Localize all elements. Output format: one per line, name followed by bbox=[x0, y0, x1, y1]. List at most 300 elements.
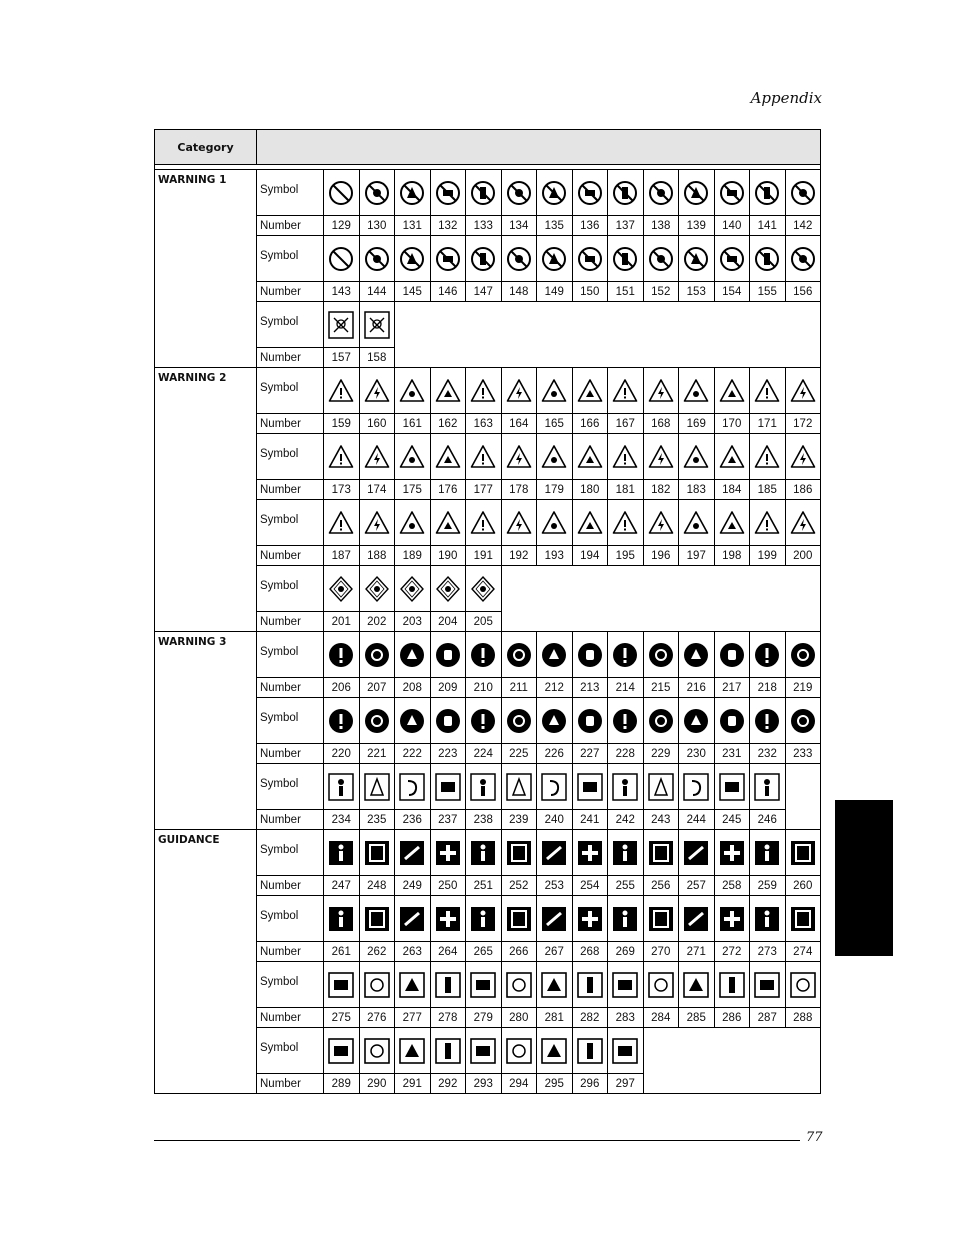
mandatory-sign-icon bbox=[506, 707, 532, 735]
guide-sign-icon bbox=[719, 839, 745, 867]
symbol-cell bbox=[359, 1028, 395, 1074]
symbol-cell bbox=[501, 830, 537, 876]
symbol-number: 169 bbox=[679, 414, 715, 434]
guide-sign-icon bbox=[683, 905, 709, 933]
symbol-cell bbox=[466, 236, 502, 282]
symbol-cell bbox=[466, 896, 502, 942]
symbol-number: 141 bbox=[750, 216, 786, 236]
symbol-number: 135 bbox=[537, 216, 573, 236]
warning-sign-icon bbox=[719, 377, 745, 405]
symbol-cell bbox=[324, 896, 360, 942]
symbol-number: 136 bbox=[572, 216, 608, 236]
warning-sign-icon bbox=[541, 509, 567, 537]
symbol-cell bbox=[359, 434, 395, 480]
symbol-cell bbox=[537, 764, 573, 810]
symbol-cell bbox=[572, 170, 608, 216]
symbol-cell bbox=[785, 170, 821, 216]
warning-sign-icon bbox=[364, 377, 390, 405]
symbol-number: 263 bbox=[395, 942, 431, 962]
mandatory-sign-icon bbox=[683, 707, 709, 735]
symbol-cell bbox=[608, 500, 644, 546]
prohibition-sign-icon bbox=[435, 179, 461, 207]
symbol-number: 281 bbox=[537, 1008, 573, 1028]
symbol-cell bbox=[359, 830, 395, 876]
mandatory-sign-icon bbox=[754, 707, 780, 735]
symbol-number: 177 bbox=[466, 480, 502, 500]
symbol-cell bbox=[537, 1028, 573, 1074]
symbol-number: 200 bbox=[785, 546, 821, 566]
guide-sign-icon bbox=[470, 905, 496, 933]
number-row-label: Number bbox=[257, 612, 324, 632]
warning-sign-icon bbox=[399, 509, 425, 537]
prohibition-sign-icon bbox=[790, 179, 816, 207]
symbol-row-label: Symbol bbox=[257, 764, 324, 810]
symbol-cell bbox=[572, 764, 608, 810]
guide-sign-icon bbox=[435, 839, 461, 867]
symbol-number: 231 bbox=[714, 744, 750, 764]
symbol-cell bbox=[785, 962, 821, 1008]
mandatory-sign-icon bbox=[612, 641, 638, 669]
symbol-number: 233 bbox=[785, 744, 821, 764]
warning-sign-icon bbox=[470, 377, 496, 405]
symbol-number: 243 bbox=[643, 810, 679, 830]
symbol-cell bbox=[608, 236, 644, 282]
symbol-cell bbox=[785, 698, 821, 744]
symbol-cell bbox=[572, 434, 608, 480]
guide-sign-icon bbox=[328, 839, 354, 867]
symbol-cell bbox=[466, 830, 502, 876]
symbol-cell bbox=[501, 764, 537, 810]
symbol-number: 199 bbox=[750, 546, 786, 566]
symbol-number: 179 bbox=[537, 480, 573, 500]
guide-sign-icon bbox=[754, 905, 780, 933]
guide-outline-sign-icon bbox=[577, 1037, 603, 1065]
symbol-cell bbox=[324, 434, 360, 480]
symbol-cell bbox=[537, 368, 573, 414]
symbol-number: 234 bbox=[324, 810, 360, 830]
symbol-number: 217 bbox=[714, 678, 750, 698]
symbol-number: 193 bbox=[537, 546, 573, 566]
symbol-number: 278 bbox=[430, 1008, 466, 1028]
mandatory-sign-icon bbox=[364, 707, 390, 735]
symbol-number: 133 bbox=[466, 216, 502, 236]
symbol-cell bbox=[714, 632, 750, 678]
symbol-cell bbox=[466, 764, 502, 810]
symbol-row-label: Symbol bbox=[257, 566, 324, 612]
warning-sign-icon bbox=[541, 443, 567, 471]
symbol-number: 216 bbox=[679, 678, 715, 698]
guide-sign-icon bbox=[541, 905, 567, 933]
symbol-cell bbox=[572, 830, 608, 876]
outline-sign-icon bbox=[612, 773, 638, 801]
warning-sign-icon bbox=[612, 509, 638, 537]
symbol-number: 147 bbox=[466, 282, 502, 302]
symbol-cell bbox=[679, 830, 715, 876]
symbol-number: 276 bbox=[359, 1008, 395, 1028]
symbol-row-label: Symbol bbox=[257, 962, 324, 1008]
symbol-cell bbox=[359, 698, 395, 744]
guide-sign-icon bbox=[577, 839, 603, 867]
symbol-number: 240 bbox=[537, 810, 573, 830]
symbol-number: 157 bbox=[324, 348, 360, 368]
symbol-cell bbox=[430, 566, 466, 612]
prohibition-sign-icon bbox=[648, 245, 674, 273]
number-row-label: Number bbox=[257, 282, 324, 302]
guide-sign-icon bbox=[399, 839, 425, 867]
symbol-number: 280 bbox=[501, 1008, 537, 1028]
symbol-cell bbox=[466, 170, 502, 216]
symbol-number: 206 bbox=[324, 678, 360, 698]
symbol-number: 161 bbox=[395, 414, 431, 434]
symbol-cell bbox=[785, 632, 821, 678]
running-head: Appendix bbox=[750, 89, 822, 107]
symbol-cell bbox=[785, 434, 821, 480]
warning-sign-icon bbox=[435, 443, 461, 471]
warning-sign-icon bbox=[506, 377, 532, 405]
symbol-number: 131 bbox=[395, 216, 431, 236]
warning-sign-icon bbox=[364, 509, 390, 537]
symbol-number: 167 bbox=[608, 414, 644, 434]
guide-sign-icon bbox=[754, 839, 780, 867]
symbol-number: 235 bbox=[359, 810, 395, 830]
symbol-number: 142 bbox=[785, 216, 821, 236]
prohibition-sign-icon bbox=[612, 179, 638, 207]
symbol-number: 212 bbox=[537, 678, 573, 698]
symbol-cell bbox=[359, 566, 395, 612]
symbol-number: 209 bbox=[430, 678, 466, 698]
symbol-number: 162 bbox=[430, 414, 466, 434]
prohibition-sign-icon bbox=[577, 245, 603, 273]
symbol-number: 232 bbox=[750, 744, 786, 764]
symbol-number: 195 bbox=[608, 546, 644, 566]
symbol-number: 295 bbox=[537, 1074, 573, 1094]
symbol-number: 156 bbox=[785, 282, 821, 302]
symbol-number: 149 bbox=[537, 282, 573, 302]
symbol-cell bbox=[359, 962, 395, 1008]
symbol-number: 146 bbox=[430, 282, 466, 302]
guide-sign-icon bbox=[648, 839, 674, 867]
symbol-cell bbox=[750, 764, 786, 810]
symbol-number: 252 bbox=[501, 876, 537, 896]
symbol-number: 151 bbox=[608, 282, 644, 302]
symbol-number: 145 bbox=[395, 282, 431, 302]
symbol-number: 294 bbox=[501, 1074, 537, 1094]
symbol-row-label: Symbol bbox=[257, 896, 324, 942]
symbol-number: 248 bbox=[359, 876, 395, 896]
symbol-cell bbox=[430, 962, 466, 1008]
symbol-row-label: Symbol bbox=[257, 236, 324, 282]
guide-sign-icon bbox=[470, 839, 496, 867]
symbol-cell bbox=[608, 170, 644, 216]
guide-outline-sign-icon bbox=[541, 971, 567, 999]
prohibition-sign-icon bbox=[506, 245, 532, 273]
symbol-number: 203 bbox=[395, 612, 431, 632]
symbol-row-label: Symbol bbox=[257, 632, 324, 678]
symbol-number: 246 bbox=[750, 810, 786, 830]
symbol-cell bbox=[572, 236, 608, 282]
symbol-cell bbox=[679, 896, 715, 942]
prohibition-sign-icon bbox=[364, 179, 390, 207]
symbol-cell bbox=[430, 170, 466, 216]
mandatory-sign-icon bbox=[399, 707, 425, 735]
prohibition-sign-icon bbox=[648, 179, 674, 207]
prohibition-sign-icon bbox=[790, 245, 816, 273]
symbol-cell bbox=[608, 1028, 644, 1074]
symbol-number: 174 bbox=[359, 480, 395, 500]
guide-sign-icon bbox=[541, 839, 567, 867]
symbol-number: 291 bbox=[395, 1074, 431, 1094]
guide-outline-sign-icon bbox=[364, 1037, 390, 1065]
warning-sign-icon bbox=[790, 509, 816, 537]
prohibition-sign-icon bbox=[683, 245, 709, 273]
number-row-label: Number bbox=[257, 414, 324, 434]
mandatory-sign-icon bbox=[790, 641, 816, 669]
mandatory-sign-icon bbox=[470, 641, 496, 669]
symbol-number: 172 bbox=[785, 414, 821, 434]
symbol-number: 271 bbox=[679, 942, 715, 962]
symbol-cell bbox=[785, 236, 821, 282]
symbol-cell bbox=[395, 764, 431, 810]
symbol-cell bbox=[608, 962, 644, 1008]
mandatory-sign-icon bbox=[328, 707, 354, 735]
symbol-number: 229 bbox=[643, 744, 679, 764]
symbol-cell bbox=[714, 170, 750, 216]
symbol-number: 183 bbox=[679, 480, 715, 500]
symbol-cell bbox=[714, 896, 750, 942]
category-cell: WARNING 2 bbox=[155, 368, 257, 632]
symbol-number: 297 bbox=[608, 1074, 644, 1094]
symbol-number: 176 bbox=[430, 480, 466, 500]
symbol-cell bbox=[501, 698, 537, 744]
symbol-cell bbox=[608, 896, 644, 942]
symbol-number: 221 bbox=[359, 744, 395, 764]
symbol-number: 188 bbox=[359, 546, 395, 566]
symbol-number: 222 bbox=[395, 744, 431, 764]
warning-sign-icon bbox=[683, 443, 709, 471]
warning-sign-icon bbox=[754, 509, 780, 537]
guide-sign-icon bbox=[364, 905, 390, 933]
symbol-number: 228 bbox=[608, 744, 644, 764]
symbol-cell bbox=[537, 962, 573, 1008]
symbol-cell bbox=[324, 500, 360, 546]
symbol-number: 163 bbox=[466, 414, 502, 434]
symbol-cell bbox=[466, 434, 502, 480]
symbol-cell bbox=[714, 500, 750, 546]
symbol-number: 256 bbox=[643, 876, 679, 896]
guide-sign-icon bbox=[506, 905, 532, 933]
symbol-number: 205 bbox=[466, 612, 502, 632]
symbol-number: 253 bbox=[537, 876, 573, 896]
guide-outline-sign-icon bbox=[435, 971, 461, 999]
symbol-cell bbox=[430, 698, 466, 744]
prohibition-sign-icon bbox=[364, 245, 390, 273]
symbol-number: 279 bbox=[466, 1008, 502, 1028]
symbol-cell bbox=[608, 434, 644, 480]
symbol-number: 182 bbox=[643, 480, 679, 500]
symbol-row bbox=[155, 632, 821, 678]
symbol-number: 166 bbox=[572, 414, 608, 434]
guide-sign-icon bbox=[328, 905, 354, 933]
symbol-number: 129 bbox=[324, 216, 360, 236]
symbol-number: 277 bbox=[395, 1008, 431, 1028]
symbol-number: 250 bbox=[430, 876, 466, 896]
prohibition-sign-icon bbox=[612, 245, 638, 273]
symbol-number: 227 bbox=[572, 744, 608, 764]
symbol-number: 178 bbox=[501, 480, 537, 500]
diamond-sign-icon bbox=[470, 575, 496, 603]
prohibition-sign-icon bbox=[754, 179, 780, 207]
symbol-number: 190 bbox=[430, 546, 466, 566]
symbol-number: 134 bbox=[501, 216, 537, 236]
symbol-number: 185 bbox=[750, 480, 786, 500]
symbol-cell bbox=[643, 896, 679, 942]
symbol-cell bbox=[643, 830, 679, 876]
symbol-cell bbox=[750, 434, 786, 480]
symbol-row bbox=[155, 830, 821, 876]
number-row-label: Number bbox=[257, 810, 324, 830]
guide-sign-icon bbox=[719, 905, 745, 933]
symbol-cell bbox=[395, 830, 431, 876]
mandatory-sign-icon bbox=[648, 641, 674, 669]
symbol-cell bbox=[395, 236, 431, 282]
symbol-cell bbox=[679, 962, 715, 1008]
guide-outline-sign-icon bbox=[506, 971, 532, 999]
symbol-row-label: Symbol bbox=[257, 368, 324, 414]
symbol-cell bbox=[395, 368, 431, 414]
prohibition-sign-icon bbox=[541, 179, 567, 207]
symbol-number: 269 bbox=[608, 942, 644, 962]
guide-outline-sign-icon bbox=[612, 1037, 638, 1065]
outline-sign-icon bbox=[541, 773, 567, 801]
symbol-number: 204 bbox=[430, 612, 466, 632]
warning-sign-icon bbox=[612, 377, 638, 405]
outline-sign-icon bbox=[719, 773, 745, 801]
prohibition-sign-icon bbox=[683, 179, 709, 207]
symbol-cell bbox=[608, 764, 644, 810]
symbol-cell bbox=[679, 698, 715, 744]
mandatory-sign-icon bbox=[399, 641, 425, 669]
symbol-cell bbox=[679, 236, 715, 282]
prohibition-sign-icon bbox=[435, 245, 461, 273]
mandatory-sign-icon bbox=[364, 641, 390, 669]
symbol-number: 140 bbox=[714, 216, 750, 236]
prohibition-sign-icon bbox=[719, 179, 745, 207]
warning-sign-icon bbox=[541, 377, 567, 405]
symbol-number: 150 bbox=[572, 282, 608, 302]
symbol-cell bbox=[537, 500, 573, 546]
symbol-cell bbox=[750, 896, 786, 942]
mandatory-sign-icon bbox=[577, 707, 603, 735]
guide-sign-icon bbox=[399, 905, 425, 933]
symbol-cell bbox=[750, 236, 786, 282]
symbol-cell bbox=[572, 632, 608, 678]
symbol-cell bbox=[501, 500, 537, 546]
symbol-cell bbox=[537, 698, 573, 744]
symbol-cell bbox=[359, 302, 395, 348]
symbol-cell bbox=[395, 500, 431, 546]
symbol-cell bbox=[537, 830, 573, 876]
prohibition-sign-icon bbox=[577, 179, 603, 207]
symbol-number: 215 bbox=[643, 678, 679, 698]
warning-sign-icon bbox=[612, 443, 638, 471]
symbol-number: 230 bbox=[679, 744, 715, 764]
symbol-number: 272 bbox=[714, 942, 750, 962]
symbol-number: 153 bbox=[679, 282, 715, 302]
symbol-number: 164 bbox=[501, 414, 537, 434]
symbol-cell bbox=[537, 170, 573, 216]
symbol-cell bbox=[430, 764, 466, 810]
guide-outline-sign-icon bbox=[506, 1037, 532, 1065]
symbol-number: 139 bbox=[679, 216, 715, 236]
warning-sign-icon bbox=[719, 443, 745, 471]
symbol-cell bbox=[785, 896, 821, 942]
symbol-number: 288 bbox=[785, 1008, 821, 1028]
symbol-number: 287 bbox=[750, 1008, 786, 1028]
symbol-cell bbox=[501, 1028, 537, 1074]
category-cell: WARNING 3 bbox=[155, 632, 257, 830]
guide-sign-icon bbox=[364, 839, 390, 867]
outline-sign-icon bbox=[577, 773, 603, 801]
symbol-number: 273 bbox=[750, 942, 786, 962]
warning-sign-icon bbox=[577, 377, 603, 405]
mandatory-sign-icon bbox=[719, 707, 745, 735]
diamond-sign-icon bbox=[364, 575, 390, 603]
symbol-number: 207 bbox=[359, 678, 395, 698]
symbol-cell bbox=[430, 500, 466, 546]
symbol-number: 214 bbox=[608, 678, 644, 698]
symbol-number: 130 bbox=[359, 216, 395, 236]
symbol-number: 192 bbox=[501, 546, 537, 566]
symbol-number: 237 bbox=[430, 810, 466, 830]
symbol-row-label: Symbol bbox=[257, 434, 324, 480]
symbol-cell bbox=[430, 368, 466, 414]
symbol-cell bbox=[643, 434, 679, 480]
symbol-cell bbox=[537, 896, 573, 942]
symbol-number: 275 bbox=[324, 1008, 360, 1028]
symbol-row-label: Symbol bbox=[257, 698, 324, 744]
symbol-cell bbox=[679, 764, 715, 810]
symbol-cell bbox=[643, 500, 679, 546]
symbol-number: 225 bbox=[501, 744, 537, 764]
guide-sign-icon bbox=[435, 905, 461, 933]
prohibition-sign-icon bbox=[541, 245, 567, 273]
symbol-number: 259 bbox=[750, 876, 786, 896]
mandatory-sign-icon bbox=[506, 641, 532, 669]
symbol-cell bbox=[572, 698, 608, 744]
symbol-cell bbox=[359, 896, 395, 942]
warning-sign-icon bbox=[470, 443, 496, 471]
outline-sign-icon bbox=[648, 773, 674, 801]
symbol-cell bbox=[430, 830, 466, 876]
warning-sign-icon bbox=[328, 509, 354, 537]
prohibition-sign-icon bbox=[399, 245, 425, 273]
symbol-cell bbox=[714, 764, 750, 810]
symbol-number: 254 bbox=[572, 876, 608, 896]
symbol-cell bbox=[714, 236, 750, 282]
guide-sign-icon bbox=[683, 839, 709, 867]
symbol-row bbox=[155, 170, 821, 216]
symbol-cell bbox=[395, 566, 431, 612]
symbol-cell bbox=[643, 236, 679, 282]
warning-sign-icon bbox=[506, 443, 532, 471]
symbol-cell bbox=[359, 632, 395, 678]
symbol-number: 268 bbox=[572, 942, 608, 962]
symbol-cell bbox=[714, 698, 750, 744]
symbol-number: 241 bbox=[572, 810, 608, 830]
warning-sign-icon bbox=[399, 377, 425, 405]
empty-cell bbox=[395, 302, 821, 368]
symbol-cell bbox=[714, 962, 750, 1008]
